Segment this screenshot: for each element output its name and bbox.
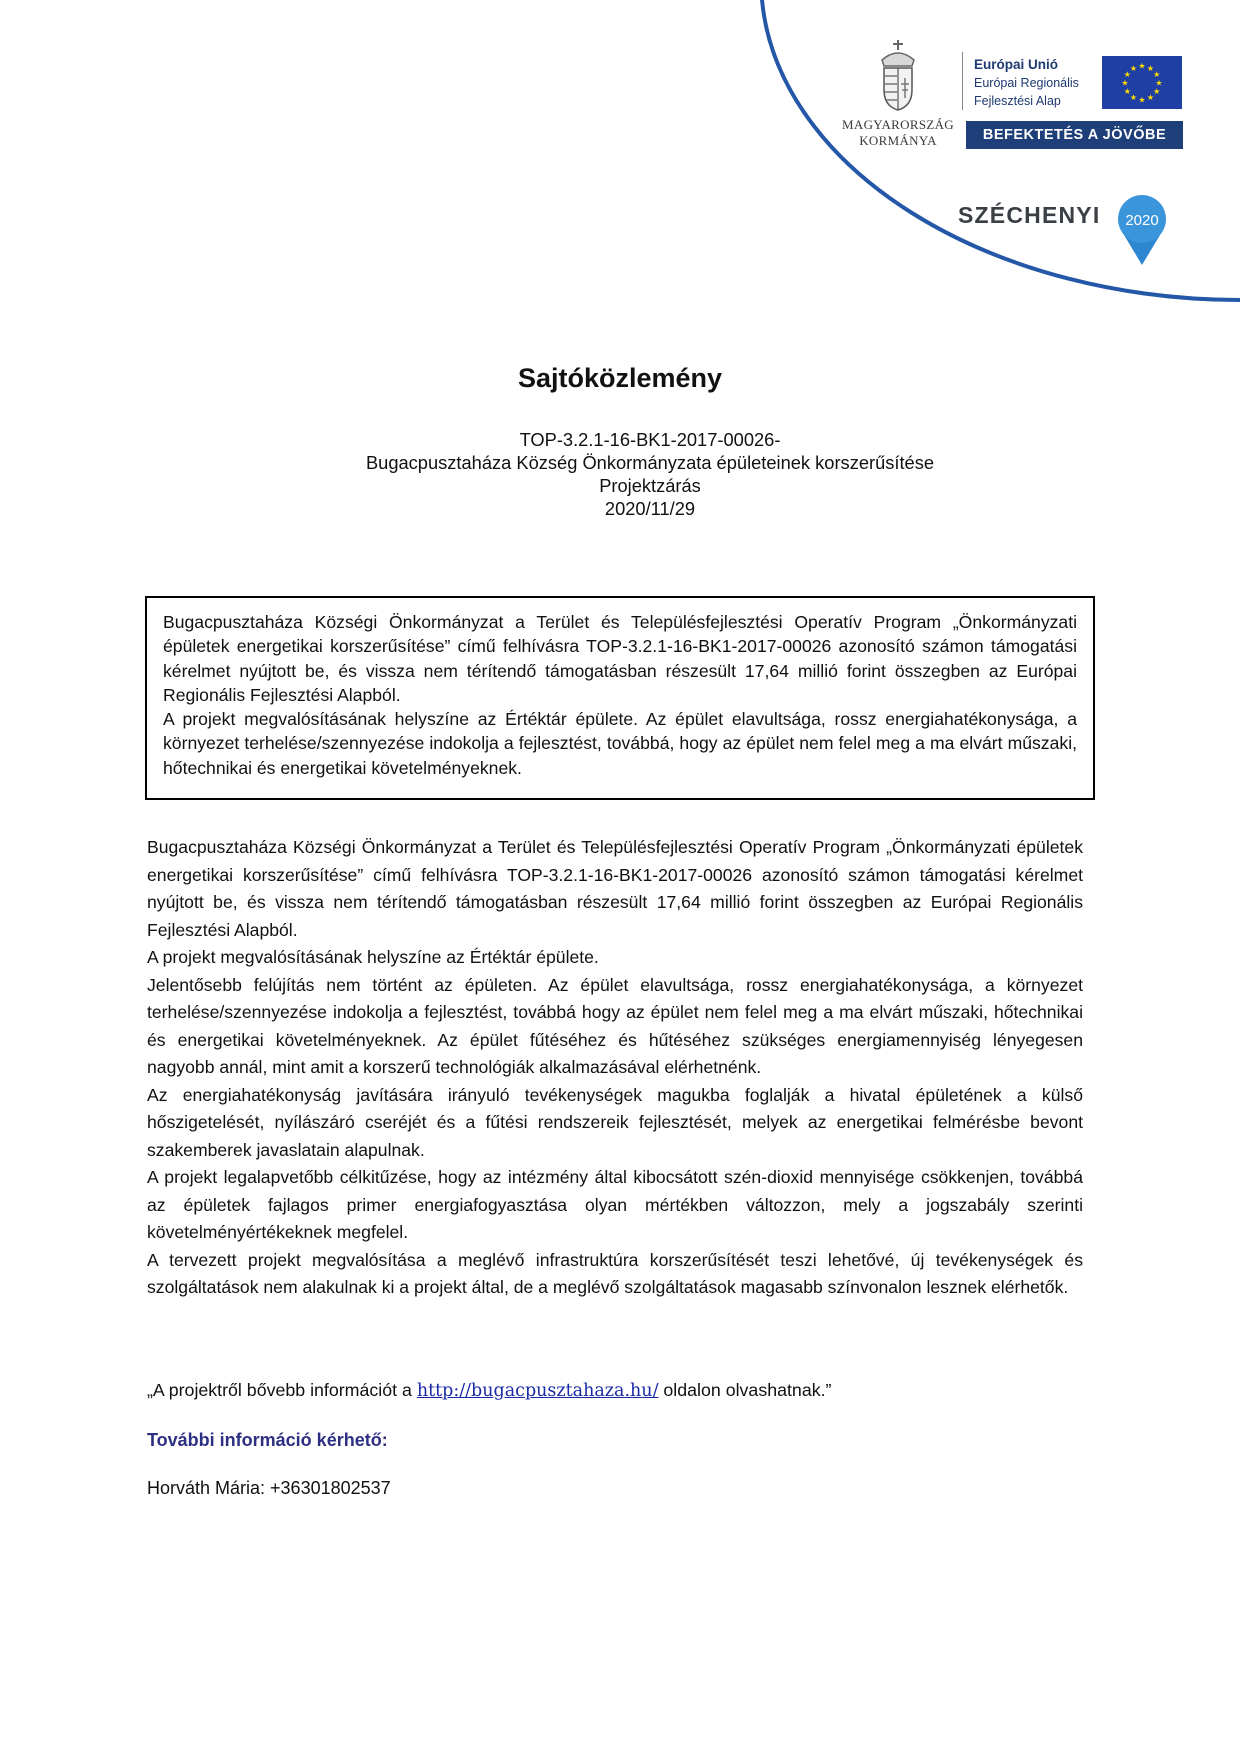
- szechenyi-year: 2020: [1125, 212, 1159, 229]
- body-paragraph: Az energiahatékonyság javítására irányuló tevékenységek magukba foglalják a hivatal épületének a külső hőszigetelését, nyílászáró cseréjét és a fűtési rendszereik fejlesztését, melyek az energetikai felmérésbe bevont szakemberek javaslatain alapulnak.: [147, 1084, 1083, 1160]
- summary-box: [145, 596, 1095, 800]
- body-text: [147, 834, 1083, 1302]
- svg-text:★: ★: [1138, 61, 1146, 71]
- eu-fund-line2: Fejlesztési Alap: [974, 94, 1061, 108]
- body-paragraph: A projekt legalapvetőbb célkitűzése, hogy az intézmény által kibocsátott szén-dioxid mennyisége csökkenjen, továbbá az épületek fajlagos primer energiafogyasztása olyan mértékben változzon, mely a jogszabály szerinti követelményértékeknek megfelel.: [147, 1167, 1083, 1242]
- release-date: 2020/11/29: [604, 498, 696, 519]
- svg-text:★: ★: [1123, 87, 1131, 96]
- quote-text-after: oldalon olvashatnak.”: [658, 1380, 832, 1400]
- svg-text:★: ★: [1146, 93, 1155, 103]
- project-website-link[interactable]: http://bugacpusztahaza.hu/: [416, 1381, 659, 1401]
- szechenyi-2020-pin-icon: [1114, 191, 1170, 267]
- svg-text:★: ★: [1146, 63, 1155, 73]
- svg-text:★: ★: [1129, 63, 1138, 73]
- body-paragraph: A tervezett projekt megvalósítása a meglévő infrastruktúra korszerűsítését teszi lehetővé, új tevékenységek és szolgáltatások nem alakulnak ki a projekt által, de a meglévő szolgáltatások magasabb színvonalon lesznek elérhetők.: [147, 1249, 1083, 1297]
- svg-text:★: ★: [1155, 78, 1163, 88]
- body-paragraph: Jelentősebb felújítás nem történt az épületen. Az épület elavultsága, rossz energiahatékonysága, a környezet terhelése/szennyezése indokolja a fejlesztést, továbbá hogy az épület nem felel meg a ma elvárt műszaki, hőtechnikai és energetikai követelményeknek. Az épület fűtéséhez és hűtéséhez szükséges energiamennyiség lényegesen nagyobb annál, mint amit a korszerű technológiák alkalmazásával elérhetnénk.: [147, 974, 1083, 1077]
- more-info-sentence: [147, 1380, 831, 1401]
- eu-title: Európai Unió: [974, 57, 1058, 72]
- investment-banner: BEFEKTETÉS A JÖVŐBE: [966, 121, 1183, 149]
- eu-fund-line1: Európai Regionális: [974, 76, 1079, 90]
- page-title: Sajtóközlemény: [517, 363, 723, 393]
- svg-text:★: ★: [1129, 93, 1138, 103]
- svg-text:★: ★: [1153, 87, 1161, 96]
- szechenyi-logo-text: SZÉCHENYI: [958, 202, 1101, 228]
- summary-text: [163, 610, 1077, 780]
- quote-text-before: „A projektről bővebb információt a: [147, 1380, 417, 1400]
- subheading-block: [0, 428, 1240, 520]
- project-status: Projektzárás: [599, 475, 701, 496]
- body-paragraph: A projekt megvalósításának helyszíne az Értéktár épülete.: [147, 947, 599, 967]
- coat-of-arms-icon: [876, 38, 920, 112]
- eu-stars-icon: [1102, 56, 1182, 109]
- svg-text:★: ★: [1138, 95, 1146, 105]
- government-logo: [828, 38, 968, 149]
- summary-paragraph: Bugacpusztaháza Községi Önkormányzat a Terület és Településfejlesztési Operatív Program „Önkormányzati épületek energetikai korszerűsítése” című felhívásra TOP-3.2.1-16-BK1-2017-00026 azonosító számon támogatási kérelmet nyújtott be, és vissza nem térítendő támogatásban részesült 17,64 millió forint összegben az Európai Regionális Fejlesztési Alapból.: [163, 612, 1077, 705]
- eu-logo-text: [974, 56, 1104, 110]
- body-paragraph: Bugacpusztaháza Községi Önkormányzat a Terület és Településfejlesztési Operatív Program „Önkormányzati épületek energetikai korszerűsítése” című felhívásra TOP-3.2.1-16-BK1-2017-00026 azonosító számon támogatási kérelmet nyújtott be, és vissza nem térítendő támogatásban részesült 17,64 millió forint összegben az Európai Regionális Fejlesztési Alapból.: [147, 837, 1083, 940]
- contact-line: Horváth Mária: +36301802537: [147, 1478, 391, 1498]
- government-logo-line1: MAGYARORSZÁG: [842, 117, 954, 132]
- svg-text:★: ★: [1123, 70, 1131, 79]
- project-code: TOP-3.2.1-16-BK1-2017-00026-: [519, 429, 781, 450]
- further-info-heading: További információ kérhető:: [147, 1430, 388, 1450]
- summary-paragraph: A projekt megvalósításának helyszíne az Értéktár épülete. Az épület elavultsága, rossz energiahatékonysága, a környezet terhelése/szennyezése indokolja a fejlesztést, továbbá, hogy az épület nem felel meg a ma elvárt műszaki, hőtechnikai és energetikai követelményeknek.: [163, 709, 1077, 778]
- svg-text:★: ★: [1121, 78, 1129, 88]
- government-logo-line2: KORMÁNYA: [859, 133, 937, 148]
- svg-text:★: ★: [1153, 70, 1161, 79]
- eu-flag: [1102, 56, 1182, 109]
- header-arc-decoration: [0, 0, 1240, 320]
- project-name: Bugacpusztaháza Község Önkormányzata épületeinek korszerűsítése: [365, 452, 935, 473]
- logo-divider: [962, 52, 963, 110]
